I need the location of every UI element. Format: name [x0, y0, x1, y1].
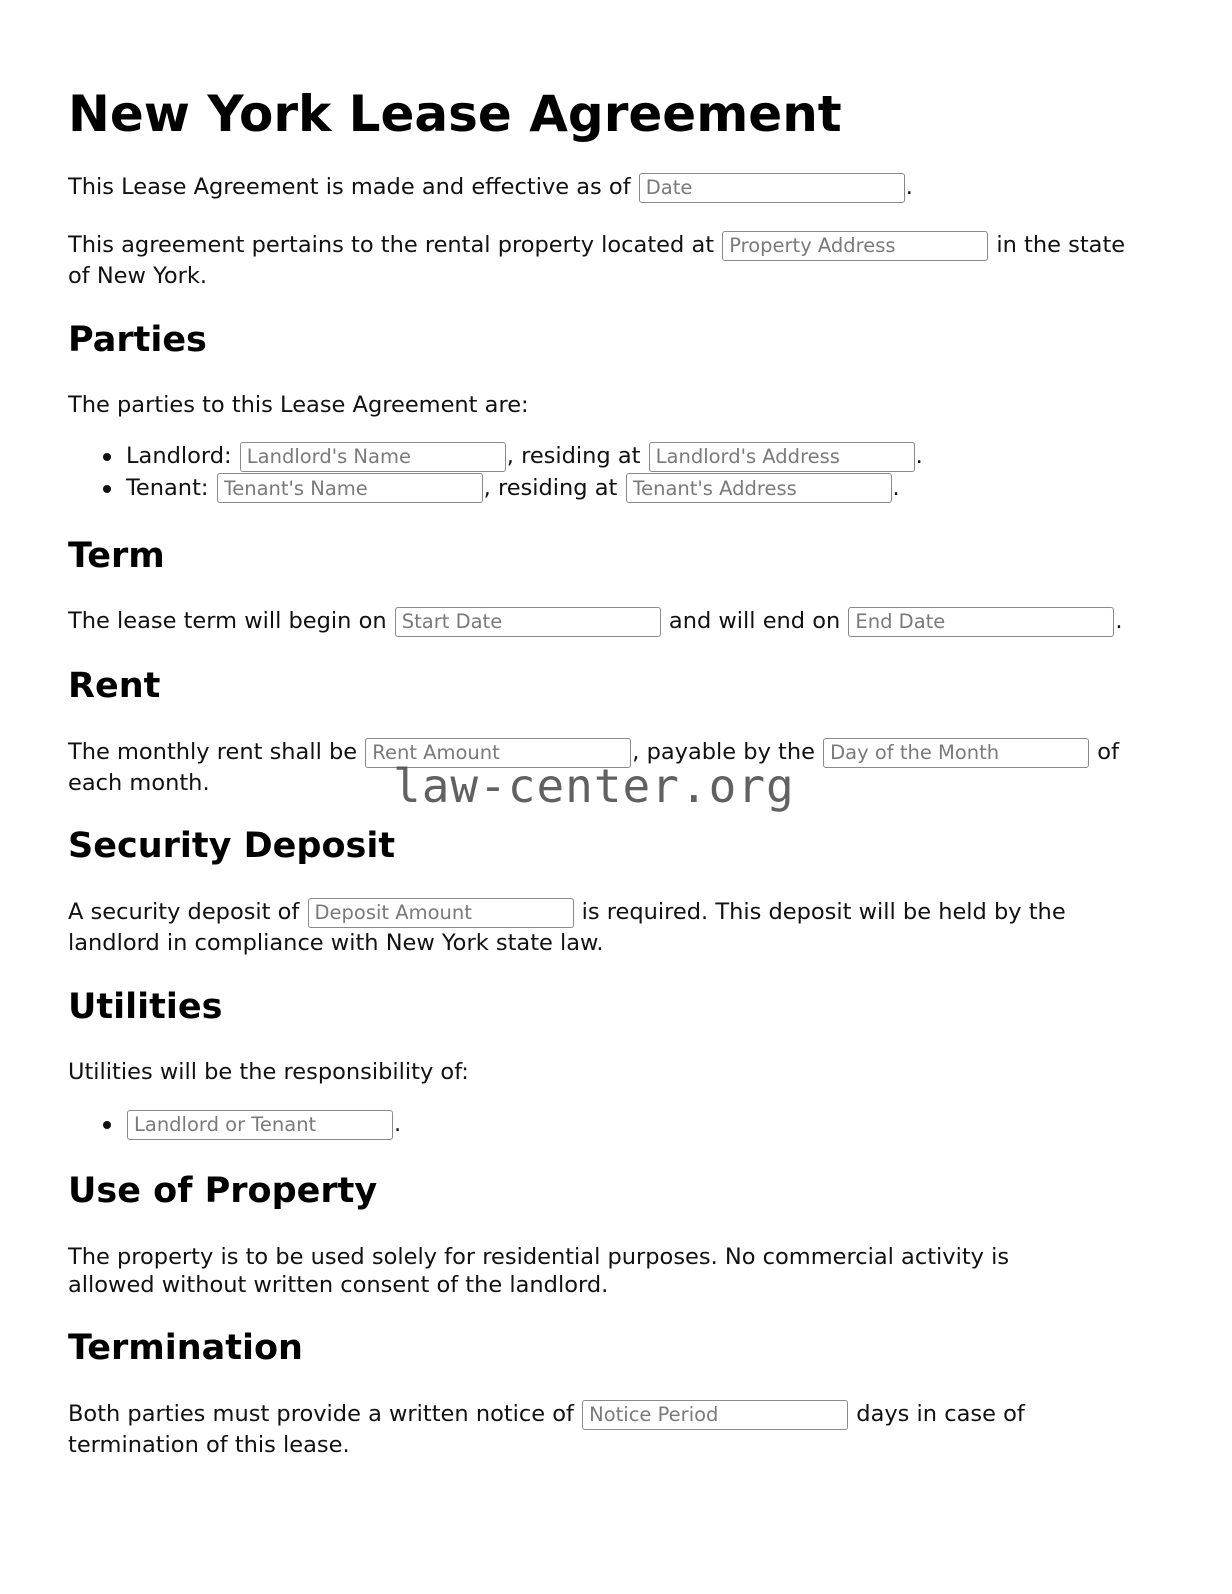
notice-period-input[interactable] [582, 1400, 848, 1430]
effective-date-prefix: This Lease Agreement is made and effective as of [68, 174, 631, 200]
list-item-tenant [126, 473, 923, 505]
use-of-property-heading: Use of Property [68, 1171, 378, 1211]
utilities-heading: Utilities [68, 987, 223, 1027]
rent-heading: Rent [68, 666, 161, 706]
parties-list [68, 441, 923, 504]
security-deposit-heading: Security Deposit [68, 826, 396, 866]
deposit-prefix: A security deposit of [68, 899, 300, 925]
bullet-icon [103, 453, 111, 461]
effective-date-period: . [905, 174, 913, 200]
tenant-period: . [892, 474, 900, 501]
utilities-intro: Utilities will be the responsibility of: [68, 1059, 469, 1085]
list-item-landlord [126, 441, 923, 473]
start-date-input[interactable] [395, 607, 661, 637]
landlord-name-input[interactable] [240, 442, 506, 472]
term-heading: Term [68, 536, 165, 576]
deposit-suffix: is required. This deposit will be held by the landlord in compliance with New York state law. [68, 899, 1066, 956]
rent-payable-text: , payable by the [632, 739, 815, 765]
property-address-input[interactable] [722, 231, 988, 261]
tenant-address-input[interactable] [626, 473, 892, 503]
page-title: New York Lease Agreement [68, 85, 842, 143]
landlord-label: Landlord: [126, 443, 232, 469]
landlord-address-input[interactable] [649, 442, 915, 472]
deposit-amount-input[interactable] [308, 898, 574, 928]
effective-date-input[interactable] [639, 173, 905, 203]
use-of-property-text: The property is to be used solely for residential purposes. No commercial activity is allowed without written consent of the landlord. [68, 1244, 1010, 1298]
parties-intro: The parties to this Lease Agreement are: [68, 392, 529, 418]
landlord-period: . [915, 443, 923, 469]
security-deposit-paragraph [68, 897, 1153, 958]
termination-prefix: Both parties must provide a written notice of [68, 1401, 574, 1427]
effective-date-paragraph [68, 172, 1153, 203]
tenant-label: Tenant: [126, 474, 209, 501]
bullet-icon [103, 485, 111, 493]
parties-heading: Parties [68, 320, 207, 360]
term-begin-prefix: The lease term will begin on [68, 608, 387, 634]
utilities-responsible-input[interactable] [127, 1110, 393, 1140]
property-prefix: This agreement pertains to the rental property located at [68, 232, 715, 258]
tenant-residing-text: , residing at [483, 474, 618, 501]
bullet-icon [103, 1121, 111, 1129]
rent-suffix: of each month. [68, 739, 1119, 796]
watermark: law-center.org [393, 759, 795, 813]
term-period: . [1115, 608, 1123, 634]
term-paragraph [68, 606, 1153, 637]
property-paragraph [68, 230, 1153, 291]
utilities-list [68, 1109, 401, 1141]
termination-paragraph [68, 1399, 1153, 1460]
property-suffix: in the state of New York. [68, 232, 1126, 289]
landlord-residing-text: , residing at [506, 443, 641, 469]
utilities-period: . [394, 1111, 402, 1137]
end-date-input[interactable] [848, 607, 1114, 637]
termination-suffix: days in case of termination of this lease. [68, 1401, 1025, 1458]
tenant-name-input[interactable] [217, 473, 483, 503]
termination-heading: Termination [68, 1328, 303, 1368]
term-end-prefix: and will end on [668, 608, 841, 634]
list-item-utilities [126, 1109, 401, 1141]
rent-prefix: The monthly rent shall be [68, 739, 358, 765]
rent-day-input[interactable] [823, 738, 1089, 768]
